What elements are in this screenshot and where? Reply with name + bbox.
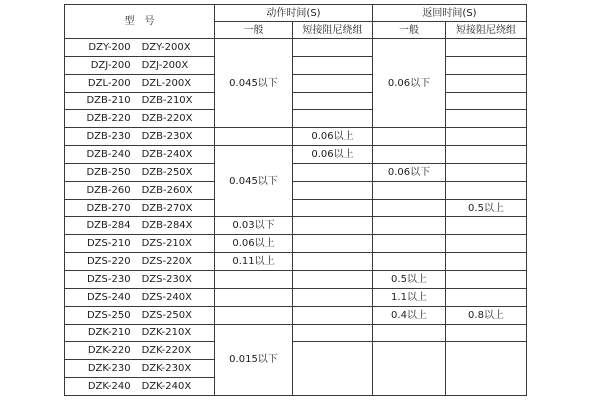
- cell-action-general: 0.045以下: [215, 39, 293, 128]
- model-name-x: DZK-240X: [141, 381, 192, 393]
- model-name-x: DZB-270X: [141, 202, 193, 214]
- table-row: [65, 163, 527, 181]
- table-row: [65, 217, 527, 235]
- header-action-general: 一般: [215, 22, 293, 39]
- model-pair: [67, 238, 212, 249]
- model-cell: [65, 163, 215, 181]
- table-row: [65, 288, 527, 306]
- model-name: DZB-210: [86, 95, 131, 107]
- cell-return-damping: [446, 288, 527, 306]
- model-cell: [65, 56, 215, 74]
- table-row: [65, 253, 527, 271]
- model-name: DZB-230: [86, 131, 131, 143]
- table-row: [65, 128, 527, 146]
- model-name-x: DZY-200X: [141, 41, 191, 53]
- cell-action-damping: [293, 217, 373, 235]
- table-row: [65, 324, 527, 342]
- cell-action-damping: 0.06以上: [293, 146, 373, 164]
- model-cell: [65, 324, 215, 342]
- cell-action-general: [215, 270, 293, 288]
- header-action-damping: 短接阻尼绕组: [293, 22, 373, 39]
- cell-return-damping: [446, 235, 527, 253]
- cell-action-general: 0.06以上: [215, 235, 293, 253]
- model-pair: [67, 381, 212, 392]
- model-name-x: DZJ-200X: [141, 59, 189, 71]
- cell-action-damping: [293, 253, 373, 271]
- cell-return-general: [373, 324, 446, 342]
- model-name-x: DZK-210X: [141, 327, 192, 339]
- model-name: DZB-250: [86, 166, 131, 178]
- model-pair: [67, 95, 212, 106]
- model-cell: [65, 235, 215, 253]
- model-pair: [67, 60, 212, 71]
- cell-return-general: 1.1以上: [373, 288, 446, 306]
- cell-return-damping: [446, 92, 527, 110]
- table-row: [65, 39, 527, 57]
- model-name: DZB-220: [86, 113, 131, 125]
- header-action-time: 动作时间(S): [215, 5, 373, 22]
- table-row: [65, 270, 527, 288]
- cell-return-damping: [446, 217, 527, 235]
- model-pair: [67, 203, 212, 214]
- model-pair: [67, 78, 212, 89]
- model-name-x: DZS-210X: [141, 238, 193, 250]
- model-name-x: DZB-250X: [141, 166, 193, 178]
- cell-return-general: 0.5以上: [373, 270, 446, 288]
- table-row: [65, 56, 527, 74]
- cell-action-general: [215, 128, 293, 146]
- cell-return-damping: [446, 253, 527, 271]
- model-name: DZK-240: [87, 381, 131, 393]
- cell-return-damping: [446, 56, 527, 74]
- cell-action-damping: [293, 39, 373, 57]
- table-row: [65, 74, 527, 92]
- table-body: [65, 39, 527, 396]
- cell-action-general: 0.045以下: [215, 146, 293, 217]
- model-name-x: DZL-200X: [141, 77, 192, 89]
- cell-return-damping: [446, 128, 527, 146]
- cell-return-general: [373, 128, 446, 146]
- model-name: DZK-210: [87, 327, 131, 339]
- model-cell: [65, 146, 215, 164]
- cell-action-damping: [293, 74, 373, 92]
- cell-action-general: [215, 306, 293, 324]
- header-return-time: 返回时间(S): [373, 5, 527, 22]
- header-row-groups: [65, 5, 527, 22]
- model-pair: [67, 274, 212, 285]
- model-pair: [67, 345, 212, 356]
- model-name-x: DZK-230X: [141, 363, 192, 375]
- model-name: DZS-230: [86, 273, 131, 285]
- model-pair: [67, 113, 212, 124]
- model-pair: [67, 327, 212, 338]
- model-name: DZL-200: [87, 77, 131, 89]
- header-return-damping: 短接阻尼绕组: [446, 22, 527, 39]
- model-pair: [67, 149, 212, 160]
- model-cell: [65, 39, 215, 57]
- model-name-x: DZB-240X: [141, 148, 193, 160]
- cell-return-general: 0.06以下: [373, 39, 446, 128]
- cell-return-damping: [446, 163, 527, 181]
- model-name-x: DZS-220X: [141, 256, 193, 268]
- model-name-x: DZS-230X: [141, 273, 193, 285]
- model-pair: [67, 185, 212, 196]
- model-cell: [65, 181, 215, 199]
- cell-return-general: [373, 253, 446, 271]
- table-row: [65, 199, 527, 217]
- cell-return-general: [373, 199, 446, 217]
- model-name-x: DZB-210X: [141, 95, 193, 107]
- model-name-x: DZB-284X: [141, 220, 193, 232]
- table-row: [65, 306, 527, 324]
- cell-action-general: 0.11以上: [215, 253, 293, 271]
- table-header: [65, 5, 527, 39]
- cell-action-general: 0.03以下: [215, 217, 293, 235]
- cell-return-damping: [446, 74, 527, 92]
- model-cell: [65, 378, 215, 396]
- model-name: DZS-220: [86, 256, 131, 268]
- model-name: DZJ-200: [90, 59, 131, 71]
- cell-return-damping: [446, 342, 527, 396]
- model-cell: [65, 92, 215, 110]
- table-row: [65, 342, 527, 360]
- cell-action-damping: [293, 288, 373, 306]
- model-pair: [67, 42, 212, 53]
- model-name-x: DZB-260X: [141, 184, 193, 196]
- cell-return-general: [373, 217, 446, 235]
- model-cell: [65, 253, 215, 271]
- model-cell: [65, 74, 215, 92]
- model-pair: [67, 292, 212, 303]
- table-row: [65, 181, 527, 199]
- model-cell: [65, 217, 215, 235]
- cell-action-damping: [293, 92, 373, 110]
- cell-return-damping: [446, 110, 527, 128]
- model-cell: [65, 128, 215, 146]
- cell-return-damping: [446, 181, 527, 199]
- model-cell: [65, 199, 215, 217]
- model-name: DZK-220: [87, 345, 131, 357]
- model-name: DZB-260: [86, 184, 131, 196]
- model-name: DZS-240: [86, 291, 131, 303]
- model-name: DZB-240: [86, 148, 131, 160]
- cell-action-damping: [293, 110, 373, 128]
- cell-action-damping: [293, 342, 373, 396]
- cell-return-general: [373, 181, 446, 199]
- cell-action-damping: [293, 199, 373, 217]
- cell-return-damping: [446, 270, 527, 288]
- cell-return-general: 0.4以上: [373, 306, 446, 324]
- cell-return-general: [373, 235, 446, 253]
- model-pair: [67, 363, 212, 374]
- cell-action-damping: [293, 270, 373, 288]
- cell-return-general: [373, 342, 446, 396]
- cell-action-damping: [293, 235, 373, 253]
- model-name-x: DZK-220X: [141, 345, 192, 357]
- model-cell: [65, 288, 215, 306]
- header-return-general: 一般: [373, 22, 446, 39]
- model-cell: [65, 306, 215, 324]
- model-name-x: DZB-230X: [141, 131, 193, 143]
- cell-return-damping: [446, 324, 527, 342]
- model-name-x: DZS-250X: [141, 309, 193, 321]
- table-row: [65, 92, 527, 110]
- model-cell: [65, 270, 215, 288]
- cell-action-damping: [293, 306, 373, 324]
- header-model: 型 号: [65, 5, 215, 39]
- table-row: [65, 110, 527, 128]
- cell-action-damping: [293, 181, 373, 199]
- table-row: [65, 146, 527, 164]
- cell-action-damping: 0.06以上: [293, 128, 373, 146]
- cell-return-damping: [446, 146, 527, 164]
- model-name: DZS-250: [86, 309, 131, 321]
- model-name-x: DZB-220X: [141, 113, 193, 125]
- model-name: DZY-200: [88, 41, 131, 53]
- model-name-x: DZS-240X: [141, 291, 193, 303]
- model-name: DZB-270: [86, 202, 131, 214]
- model-cell: [65, 110, 215, 128]
- cell-return-damping: 0.8以上: [446, 306, 527, 324]
- model-name: DZS-210: [86, 238, 131, 250]
- cell-return-damping: 0.5以上: [446, 199, 527, 217]
- model-cell: [65, 342, 215, 360]
- cell-return-general: 0.06以下: [373, 163, 446, 181]
- model-name: DZB-284: [86, 220, 131, 232]
- relay-spec-table: [64, 4, 527, 396]
- model-pair: [67, 256, 212, 267]
- model-pair: [67, 131, 212, 142]
- table-row: [65, 235, 527, 253]
- model-pair: [67, 220, 212, 231]
- cell-return-general: [373, 146, 446, 164]
- cell-action-general: 0.015以下: [215, 324, 293, 396]
- model-pair: [67, 167, 212, 178]
- cell-return-damping: [446, 39, 527, 57]
- cell-action-damping: [293, 163, 373, 181]
- cell-action-damping: [293, 324, 373, 342]
- model-cell: [65, 360, 215, 378]
- cell-action-general: [215, 288, 293, 306]
- cell-action-damping: [293, 56, 373, 74]
- model-name: DZK-230: [87, 363, 131, 375]
- model-pair: [67, 310, 212, 321]
